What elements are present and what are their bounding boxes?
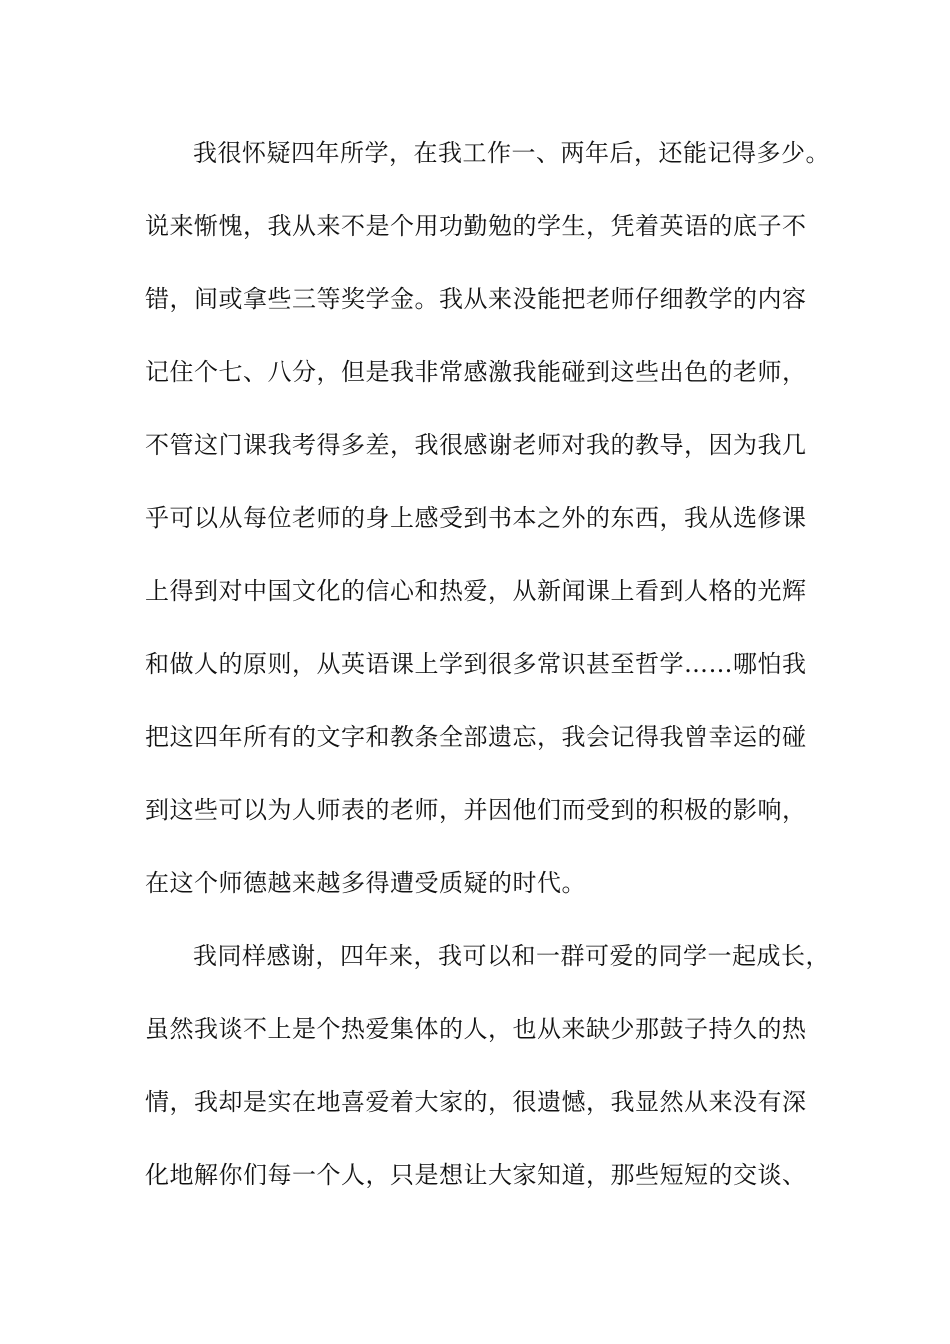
paragraph-1-line-9: 把这四年所有的文字和教条全部遗忘，我会记得我曾幸运的碰 — [145, 723, 807, 751]
paragraph-1-line-10: 到这些可以为人师表的老师，并因他们而受到的积极的影响， — [145, 796, 807, 824]
paragraph-1-line-5: 不管这门课我考得多差，我很感谢老师对我的教导，因为我几 — [145, 431, 807, 459]
paragraph-1-line-2: 说来惭愧，我从来不是个用功勤勉的学生，凭着英语的底子不 — [145, 212, 807, 240]
paragraph-1-line-8: 和做人的原则，从英语课上学到很多常识甚至哲学……哪怕我 — [145, 650, 807, 678]
paragraph-2-line-3: 情，我却是实在地喜爱着大家的，很遗憾，我显然从来没有深 — [145, 1088, 807, 1116]
paragraph-1-line-1: 我很怀疑四年所学，在我工作一、两年后，还能记得多少。 — [193, 139, 830, 167]
paragraph-1-line-4: 记住个七、八分，但是我非常感激我能碰到这些出色的老师， — [145, 358, 807, 386]
paragraph-1-line-7: 上得到对中国文化的信心和热爱，从新闻课上看到人格的光辉 — [145, 577, 807, 605]
paragraph-2-line-4: 化地解你们每一个人，只是想让大家知道，那些短短的交谈、 — [145, 1161, 807, 1189]
paragraph-1-line-11: 在这个师德越来越多得遭受质疑的时代。 — [145, 869, 586, 897]
paragraph-1-line-3: 错，间或拿些三等奖学金。我从来没能把老师仔细教学的内容 — [145, 285, 807, 313]
paragraph-2-line-2: 虽然我谈不上是个热爱集体的人，也从来缺少那鼓子持久的热 — [145, 1015, 807, 1043]
paragraph-1-line-6: 乎可以从每位老师的身上感受到书本之外的东西，我从选修课 — [145, 504, 807, 532]
paragraph-2-line-1: 我同样感谢，四年来，我可以和一群可爱的同学一起成长， — [193, 942, 830, 970]
